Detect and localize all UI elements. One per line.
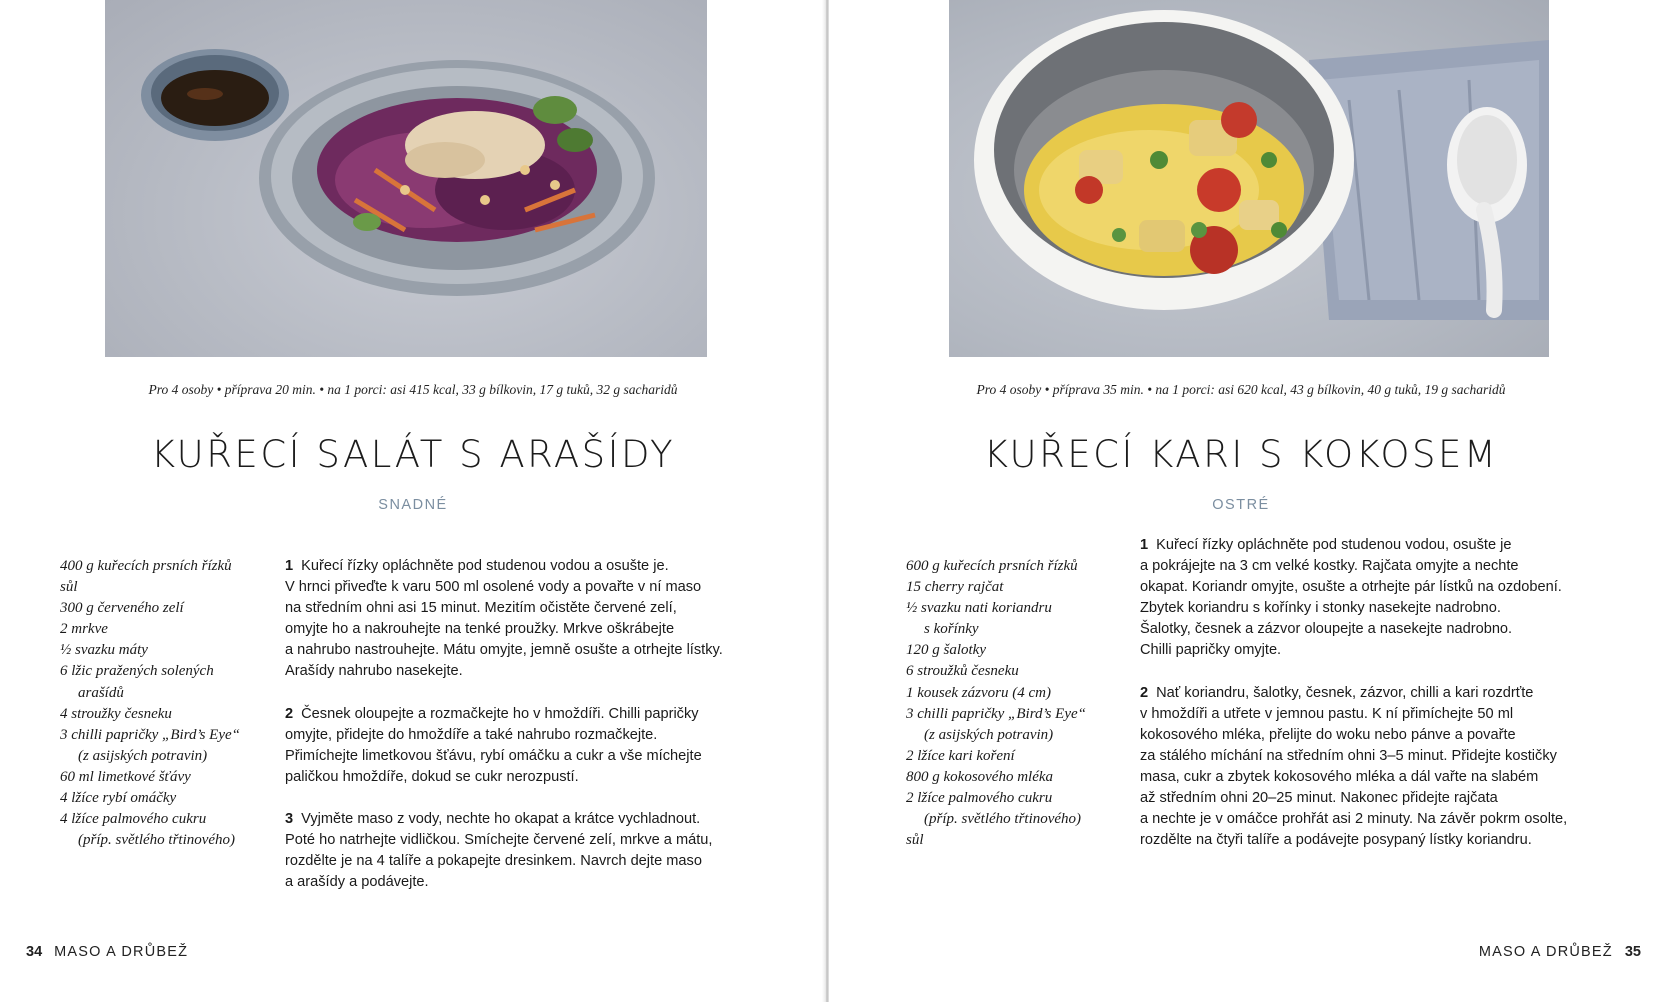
step-line: Kuřecí řízky opláchněte pod studenou vodou, osušte je: [1156, 537, 1512, 553]
step-line: a arašídy a podávejte.: [285, 874, 429, 891]
ingredient-list: [906, 556, 1106, 851]
step-line: rozdělte na čtyři talíře a podávejte posypaný lístky koriandru.: [1140, 832, 1532, 849]
step-line: Chilli papričky omyjte.: [1140, 642, 1282, 659]
instruction-steps: [285, 556, 755, 915]
left-page: [0, 0, 826, 1002]
step-number: 2: [285, 705, 294, 722]
step-line: rozdělte je na 4 talíře a pokapejte dresinkem. Navrch dejte maso: [285, 853, 702, 870]
right-page: [829, 0, 1653, 1002]
step-1: [285, 556, 755, 683]
step-line: Vyjměte maso z vody, nechte ho okapat a krátce vychladnout.: [301, 811, 701, 828]
step-number: 3: [285, 811, 294, 828]
ingredient-item: ½ svazku nati koriandru: [906, 600, 1052, 617]
ingredient-item: 15 cherry rajčat: [906, 579, 1004, 596]
step-line: a nechte je v omáčce prohřát asi 2 minuty. Na závěr pokrm osolte,: [1140, 811, 1568, 828]
step-line: paličkou hmoždíře, dokud se cukr nerozpustí.: [285, 768, 579, 785]
ingredient-item: 2 lžíce palmového cukru: [906, 790, 1053, 807]
step-line: Přimíchejte limetkovou šťávu, rybí omáčku a cukr a vše míchejte: [285, 747, 702, 764]
ingredient-item: (příp. světlého třtinového): [78, 832, 236, 849]
page-number: 35: [1624, 944, 1641, 960]
step-line: v hmoždíři a utřete v jemnou pastu. K ní přimíchejte 50 ml: [1140, 705, 1514, 722]
step-2: [1140, 683, 1610, 852]
ingredient-item: 3 chilli papričky „Bird’s Eye“: [60, 726, 240, 743]
step-1: [1140, 535, 1610, 662]
instruction-steps: [1140, 535, 1610, 873]
ingredient-item: arašídů: [78, 684, 124, 701]
ingredient-item: (příp. světlého třtinového): [924, 811, 1082, 828]
section-name: MASO A DRŮBEŽ: [1478, 944, 1613, 960]
ingredient-item: 300 g červeného zelí: [60, 600, 184, 617]
ingredient-item: 600 g kuřecích prsních řízků: [906, 558, 1078, 574]
step-line: za stálého míchání na středním ohni 3–5 minut. Přidejte kostičky: [1140, 747, 1557, 764]
step-line: masa, cukr a zbytek kokosového mléka a dál vařte na slabém: [1140, 769, 1539, 786]
ingredient-item: 400 g kuřecích prsních řízků: [60, 558, 232, 574]
step-line: Nať koriandru, šalotky, česnek, zázvor, chilli a kari rozdrťte: [1156, 684, 1534, 701]
recipe-title: KUŘECÍ SALÁT S ARAŠÍDY: [150, 433, 676, 476]
chicken-curry-photo: [949, 0, 1549, 357]
step-line: omyjte ho a nakrouhejte na tenké proužky. Mrkve oškrábejte: [285, 621, 675, 638]
ingredient-item: sůl: [60, 579, 78, 596]
ingredient-item: 800 g kokosového mléka: [906, 768, 1054, 785]
ingredient-item: (z asijských potravin): [78, 747, 208, 764]
ingredient-item: (z asijských potravin): [924, 726, 1054, 743]
step-line: až středním ohni 20–25 minut. Nakonec přidejte rajčata: [1140, 790, 1498, 807]
ingredient-item: ½ svazku máty: [60, 642, 148, 659]
step-line: omyjte, přidejte do hmoždíře a také nahrubo rozmačkejte.: [285, 726, 658, 743]
ingredient-item: 6 lžic pražených solených: [60, 663, 214, 680]
recipe-meta: Pro 4 osoby • příprava 20 min. • na 1 porci: asi 415 kcal, 33 g bílkovin, 17 g tuků, 32 g sacharidů: [148, 382, 678, 397]
step-number: 2: [1140, 684, 1149, 701]
step-line: Šalotky, česnek a zázvor oloupejte a nasekejte nadrobno.: [1140, 621, 1513, 638]
step-number: 1: [285, 558, 294, 574]
ingredient-item: s kořínky: [924, 621, 979, 638]
ingredient-item: 2 mrkve: [60, 621, 108, 638]
ingredient-item: 4 lžíce palmového cukru: [60, 811, 207, 828]
section-name: MASO A DRŮBEŽ: [54, 944, 189, 960]
step-line: Kuřecí řízky opláchněte pod studenou vodou a osušte je.: [301, 558, 669, 574]
ingredient-item: 2 lžíce kari koření: [906, 747, 1015, 764]
step-number: 1: [1140, 537, 1149, 553]
chicken-salad-photo: [105, 0, 707, 357]
step-line: Arašídy nahrubo nasekejte.: [285, 663, 463, 680]
ingredient-list: [60, 556, 260, 851]
ingredient-item: 4 stroužky česneku: [60, 705, 172, 722]
step-line: V hrnci přiveďte k varu 500 ml osolené vody a povařte v ní maso: [285, 579, 702, 596]
step-line: kokosového mléka, přelijte do woku nebo pánve a povařte: [1140, 726, 1516, 743]
step-line: Zbytek koriandru s kořínky i stonky nasekejte nadrobno.: [1140, 600, 1501, 617]
difficulty-label: SNADNÉ: [378, 497, 448, 513]
page-footer: [26, 944, 188, 960]
ingredient-item: 1 kousek zázvoru (4 cm): [906, 684, 1051, 701]
ingredient-item: 4 lžíce rybí omáčky: [60, 790, 177, 807]
ingredient-item: 120 g šalotky: [906, 642, 986, 659]
recipe-title: KUŘECÍ KARI S KOKOSEM: [983, 433, 1499, 476]
step-line: Poté ho natrhejte vidličkou. Smíchejte červené zelí, mrkve a mátu,: [285, 832, 713, 849]
page-footer: [1479, 944, 1641, 960]
ingredient-item: 60 ml limetkové šťávy: [60, 768, 191, 785]
step-2: [285, 704, 755, 788]
ingredient-item: 6 stroužků česneku: [906, 663, 1019, 680]
step-line: a nahrubo nastrouhejte. Mátu omyjte, jemně osušte a otrhejte lístky.: [285, 642, 723, 659]
recipe-meta: Pro 4 osoby • příprava 35 min. • na 1 porci: asi 620 kcal, 43 g bílkovin, 40 g tuků, 19 g sacharidů: [976, 382, 1506, 397]
ingredient-item: sůl: [906, 832, 924, 849]
difficulty-label: OSTRÉ: [1212, 497, 1270, 513]
step-line: a pokrájejte na 3 cm velké kostky. Rajčata omyjte a nechte: [1140, 558, 1519, 575]
page-number: 34: [26, 944, 43, 960]
step-line: na středním ohni asi 15 minut. Mezitím očistěte červené zelí,: [285, 600, 677, 617]
step-line: Česnek oloupejte a rozmačkejte ho v hmoždíři. Chilli papričky: [301, 705, 699, 722]
step-line: okapat. Koriandr omyjte, osušte a otrhejte pár lístků na ozdobení.: [1140, 579, 1562, 596]
step-3: [285, 809, 755, 893]
ingredient-item: 3 chilli papričky „Bird’s Eye“: [906, 705, 1086, 722]
